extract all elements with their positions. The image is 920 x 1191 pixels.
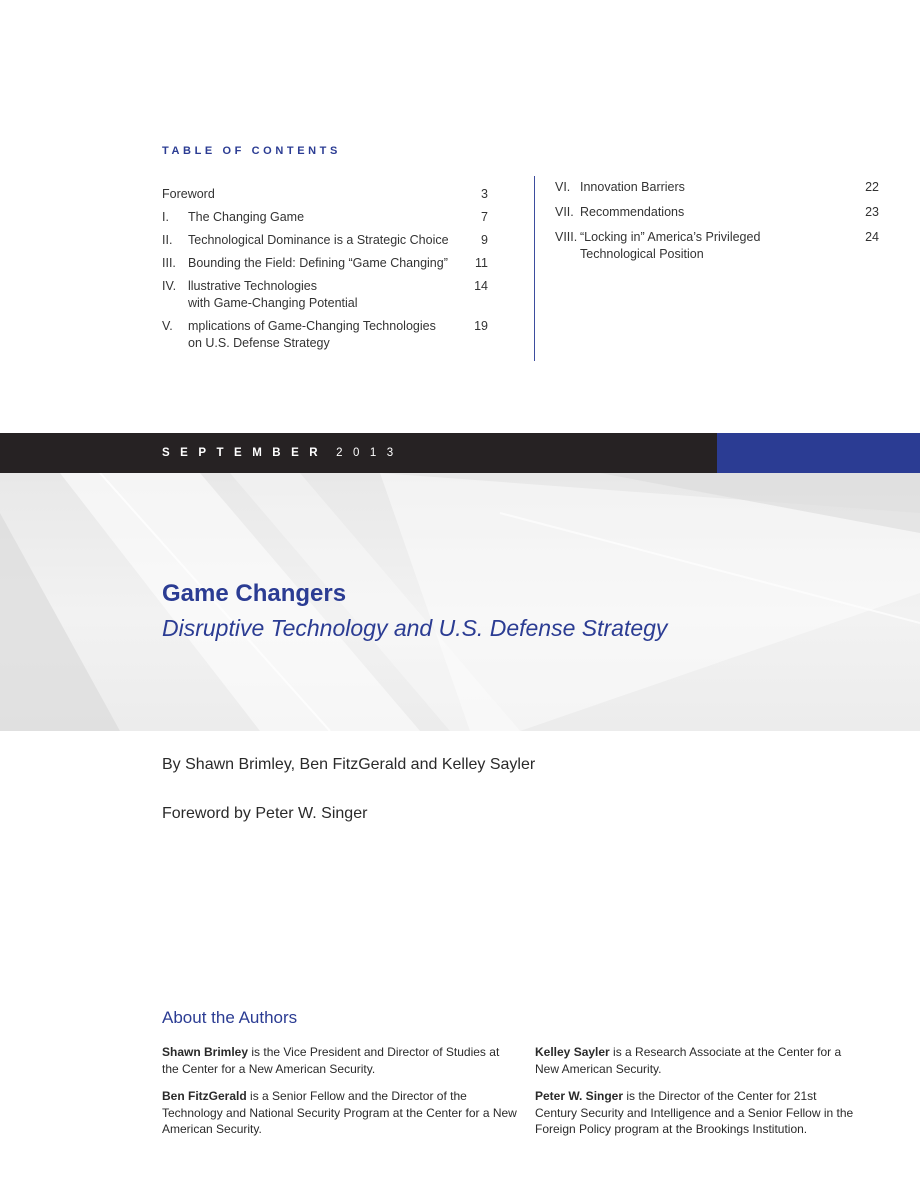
- toc-entry-title-continued: on U.S. Defense Strategy: [188, 336, 330, 350]
- toc-entry-page: 11: [475, 256, 488, 270]
- toc-entry[interactable]: [555, 229, 879, 263]
- toc-left-column: [162, 186, 488, 358]
- toc-entry-number: III.: [162, 256, 176, 270]
- toc-right-column: [555, 179, 879, 271]
- toc-entry-number: V.: [162, 319, 173, 333]
- toc-entry[interactable]: [162, 232, 488, 249]
- toc-entry-title-continued: with Game-Changing Potential: [188, 296, 358, 310]
- toc-entry-page: 9: [481, 233, 488, 247]
- toc-entry[interactable]: [162, 186, 488, 203]
- toc-entry-page: 24: [865, 230, 879, 244]
- toc-entry-title: Technological Dominance is a Strategic Choice: [188, 233, 449, 247]
- author-bio: [162, 1044, 518, 1077]
- author-name: Ben FitzGerald: [162, 1089, 247, 1103]
- toc-entry-title: Foreword: [162, 187, 215, 201]
- toc-entry-title: llustrative Technologies: [188, 279, 318, 293]
- author-bio: [535, 1088, 855, 1138]
- toc-entry-page: 7: [481, 210, 488, 224]
- toc-entry[interactable]: [555, 179, 879, 196]
- toc-entry-number: IV.: [162, 279, 177, 293]
- byline: By Shawn Brimley, Ben FitzGerald and Kelley Sayler: [162, 756, 536, 773]
- date-band-accent: [717, 433, 920, 473]
- author-description: is the Vice President and Director of Studies at the Center for a New American Security.: [162, 1045, 500, 1076]
- toc-entry-number: VII.: [555, 205, 574, 219]
- publication-date: [162, 447, 404, 459]
- toc-entry[interactable]: [162, 318, 488, 352]
- toc-entry-page: 19: [474, 319, 488, 333]
- report-subtitle: Disruptive Technology and U.S. Defense Strategy: [162, 615, 668, 641]
- author-description: is a Research Associate at the Center for a New American Security.: [535, 1045, 842, 1076]
- toc-entry-title: Bounding the Field: Defining “Game Changing”: [188, 256, 448, 270]
- toc-entry-title: “Locking in” America’s Privileged: [580, 230, 761, 244]
- shadow-streak: [0, 513, 120, 731]
- toc-entry-number: I.: [162, 210, 169, 224]
- toc-entry-number: VI.: [555, 180, 571, 194]
- author-name: Shawn Brimley: [162, 1045, 249, 1059]
- author-description: is a Senior Fellow and the Director of the Technology and National Security Program at the Center for a New American Security.: [162, 1089, 517, 1136]
- toc-entry-title: The Changing Game: [188, 210, 305, 224]
- toc-entry-number: VIII.: [555, 230, 578, 244]
- hero-banner: [0, 473, 920, 731]
- author-description: is the Director of the Center for 21st Century Security and Intelligence and a Senior Fellow in the Foreign Policy program at the Brookings Institution.: [535, 1089, 854, 1136]
- toc-entry-title-continued: Technological Position: [580, 247, 704, 261]
- toc-entry-number: II.: [162, 233, 173, 247]
- toc-entry-page: 3: [481, 187, 488, 201]
- toc-heading: TABLE OF CONTENTS: [162, 145, 341, 157]
- toc-entry-title: mplications of Game-Changing Technologies: [188, 319, 436, 333]
- toc-divider: [534, 176, 535, 361]
- toc-entry-title: Innovation Barriers: [580, 180, 685, 194]
- author-name: Peter W. Singer: [535, 1089, 624, 1103]
- toc-entry[interactable]: [162, 278, 488, 312]
- author-bio: [535, 1044, 855, 1077]
- toc-entry[interactable]: [555, 204, 879, 221]
- toc-entry[interactable]: [162, 255, 488, 272]
- foreword-credit: Foreword by Peter W. Singer: [162, 805, 368, 822]
- toc-entry-page: 22: [865, 180, 879, 194]
- hero-light-streaks: [0, 473, 920, 731]
- author-name: Kelley Sayler: [535, 1045, 610, 1059]
- publication-year: 2013: [336, 447, 404, 459]
- toc-entry-page: 14: [474, 279, 488, 293]
- toc-entry[interactable]: [162, 209, 488, 226]
- report-title: Game Changers: [162, 580, 347, 607]
- about-authors-heading: About the Authors: [162, 1008, 298, 1027]
- publication-month: SEPTEMBER: [162, 447, 329, 459]
- toc-entry-page: 23: [865, 205, 879, 219]
- toc-entry-title: Recommendations: [580, 205, 685, 219]
- author-bio: [162, 1088, 518, 1138]
